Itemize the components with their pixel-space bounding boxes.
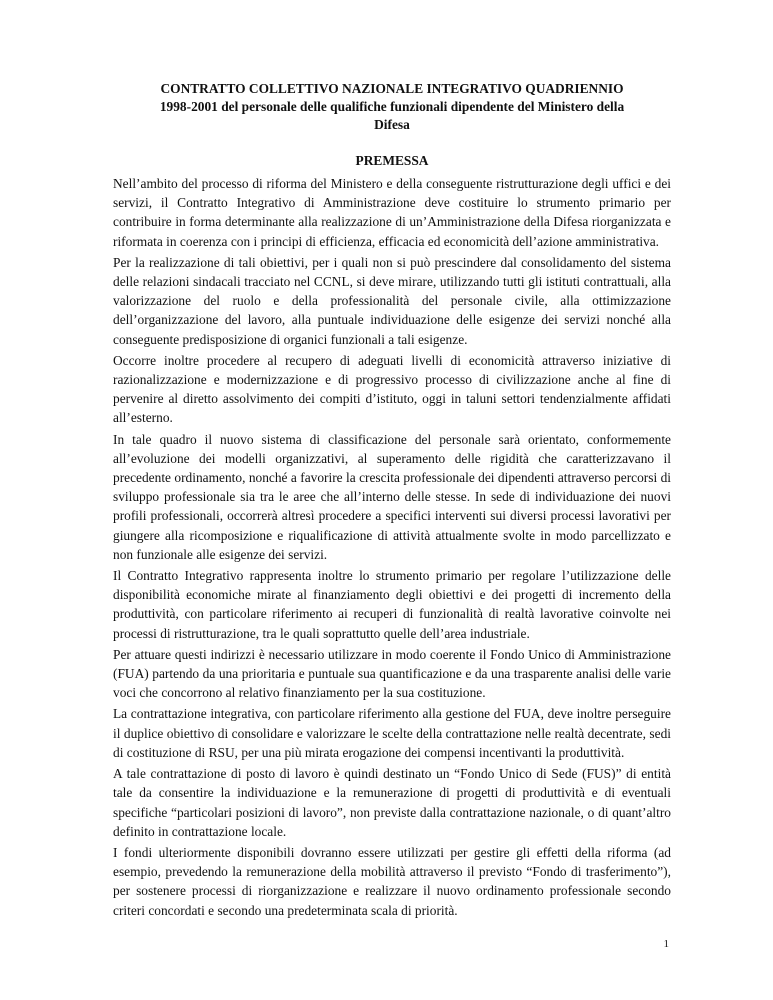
paragraph-8: A tale contrattazione di posto di lavoro è quindi destinato un “Fondo Unico di Sede (FUS)” di entità tale da consentire la individuazione e la remunerazione di progetti di produttività e di eventuali specifiche “particolari posizioni di lavoro”, non previste dalla contrattazione nazionale, o di quant’altro definito in contrattazione locale.	[113, 766, 671, 839]
section-heading: PREMESSA	[355, 153, 429, 168]
document-title	[113, 80, 671, 134]
paragraph-1: Nell’ambito del processo di riforma del Ministero e della conseguente ristrutturazione degli uffici e dei servizi, il Contratto Integrativo di Amministrazione deve costituire lo strumento primario per contribuire in forma determinante alla realizzazione di un’Amministrazione della Difesa riorganizzata e riformata in coerenza con i principi di efficienza, efficacia ed economicità dell’azione amministrativa.	[113, 176, 671, 249]
paragraph-7: La contrattazione integrativa, con particolare riferimento alla gestione del FUA, deve inoltre perseguire il duplice obiettivo di consolidare e valorizzare le scelte della contrattazione nelle realtà decentrate, sedi di costituzione di RSU, per una più mirata erogazione dei compensi incentivanti la produttività.	[113, 706, 671, 760]
paragraph-5: Il Contratto Integrativo rappresenta inoltre lo strumento primario per regolare l’utilizzazione delle disponibilità economiche mirate al finanziamento degli obiettivi e dei progetti di incremento della produttività, con particolare riferimento ai recuperi di funzionalità di realtà lavorative coinvolte nei processi di ristrutturazione, tra le quali soprattutto quelle dell’area industriale.	[113, 568, 671, 641]
document-page	[113, 80, 671, 922]
title-line-2: 1998-2001 del personale delle qualifiche funzionali dipendente del Ministero della	[159, 99, 625, 114]
paragraph-3: Occorre inoltre procedere al recupero di adeguati livelli di economicità attraverso iniziative di razionalizzazione e modernizzazione e di progressivo processo di civilizzazione anche al fine di pervenire al diretto assolvimento dei compiti d’istituto, oggi in taluni settori tendenzialmente affidati all’esterno.	[113, 352, 671, 426]
page-number: 1	[663, 938, 669, 950]
title-line-1: CONTRATTO COLLETTIVO NAZIONALE INTEGRATIVO QUADRIENNIO	[160, 81, 624, 96]
paragraph-2: Per la realizzazione di tali obiettivi, per i quali non si può prescindere dal consolidamento del sistema delle relazioni sindacali tracciato nel CCNL, si deve mirare, utilizzando tutti gli istituti contrattuali, alla valorizzazione del ruolo e della professionalità del personale civile, alla ottimizzazione dell’organizzazione del lavoro, alla puntuale individuazione delle esigenze dei servizi nonché alla conseguente predisposizione di organici funzionali a tali esigenze.	[113, 254, 671, 347]
paragraph-6: Per attuare questi indirizzi è necessario utilizzare in modo coerente il Fondo Unico di Amministrazione (FUA) partendo da una prioritaria e puntuale sua quantificazione e da una trasparente analisi delle varie voci che concorrono al relativo finanziamento per la sua costituzione.	[113, 646, 671, 701]
title-line-3: Difesa	[374, 117, 410, 132]
paragraph-4: In tale quadro il nuovo sistema di classificazione del personale sarà orientato, conformemente all’evoluzione dei modelli organizzativi, al superamento delle rigidità che caratterizzavano il precedente ordinamento, nonché a favorire la crescita professionale dei dipendenti attraverso percorsi di sviluppo professionale sia tra le aree che all’interno delle stesse. In sede di individuazione dei nuovi profili professionali, occorrerà altresì procedere a specifici interventi sui diversi processi lavorativi per giungere alla ricomposizione e riqualificazione di attività attualmente svolte in modo parcellizzato e non funzionale alle esigenze dei servizi.	[113, 431, 671, 562]
paragraph-9: I fondi ulteriormente disponibili dovranno essere utilizzati per gestire gli effetti della riforma (ad esempio, prevedendo la remunerazione della mobilità attraverso il previsto “Fondo di trasferimento”), per sostenere processi di riorganizzazione e realizzare il nuovo ordinamento professionale secondo criteri concordati e secondo una predeterminata scala di priorità.	[113, 844, 671, 918]
